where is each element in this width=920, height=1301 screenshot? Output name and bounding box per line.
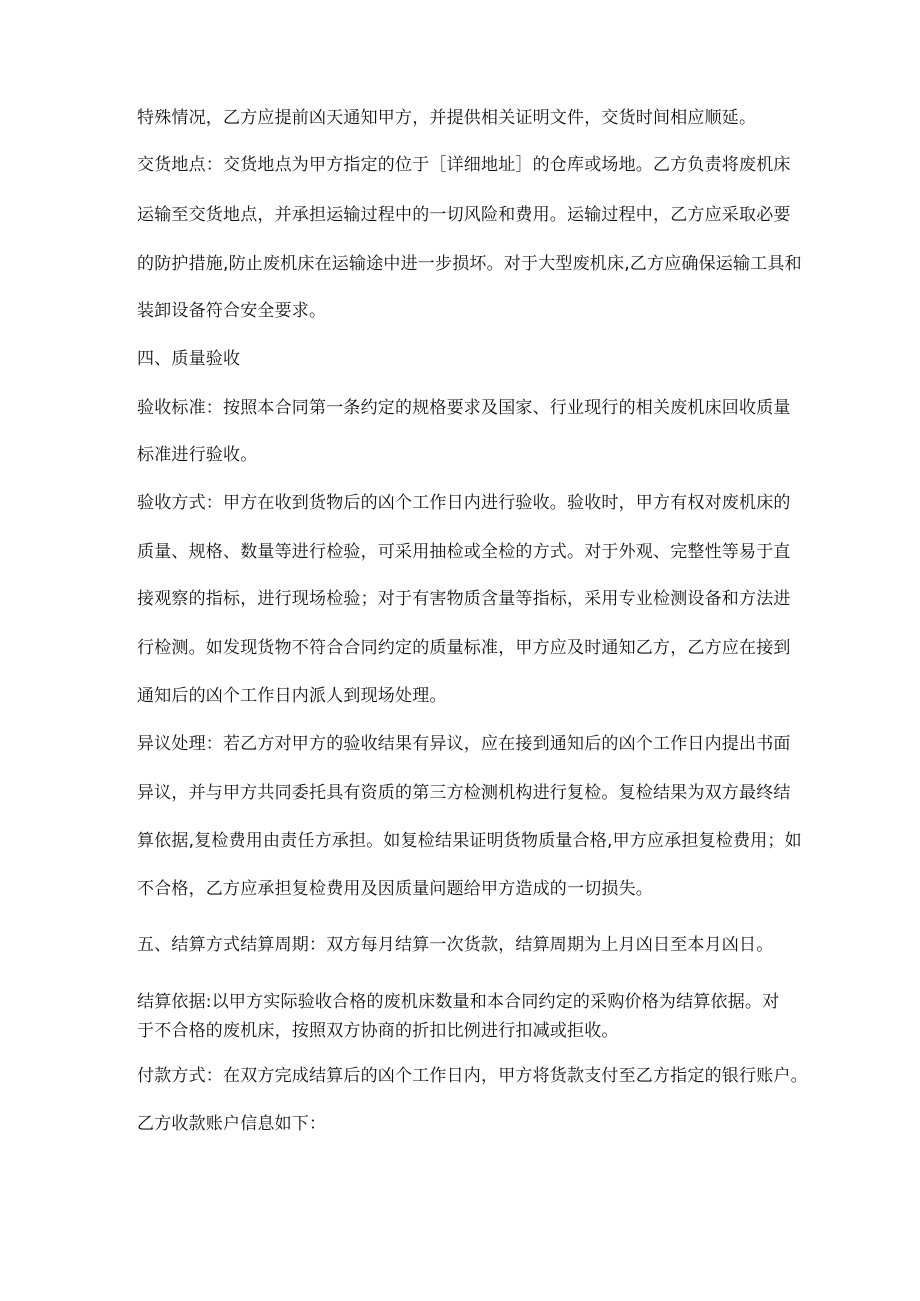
paragraph-line: 异议处理：若乙方对甲方的验收结果有异议，应在接到通知后的凶个工作日内提出书面	[137, 734, 791, 754]
paragraph-line: 异议，并与甲方共同委托具有资质的第三方检测机构进行复检。复检结果为双方最终结	[137, 783, 791, 803]
paragraph-line: 行检测。如发现货物不符合合同约定的质量标准，甲方应及时通知乙方，乙方应在接到	[137, 638, 791, 658]
section-heading: 四、质量验收	[137, 349, 241, 369]
paragraph-line: 乙方收款账户信息如下：	[137, 1114, 327, 1134]
paragraph-line: 接观察的指标，进行现场检验；对于有害物质含量等指标，采用专业检测设备和方法进	[137, 589, 791, 609]
paragraph-line: 运输至交货地点，并承担运输过程中的一切风险和费用。运输过程中，乙方应采取必要	[137, 205, 791, 225]
paragraph-line: 通知后的凶个工作日内派人到现场处理。	[137, 686, 447, 706]
paragraph-line: 质量、规格、数量等进行检验，可采用抽检或全检的方式。对于外观、完整性等易于直	[137, 542, 791, 562]
paragraph-line: 交货地点：交货地点为甲方指定的位于［详细地址］的仓库或场地。乙方负责将废机床	[137, 155, 791, 175]
paragraph-line: 结算依据:以甲方实际验收合格的废机床数量和本合同约定的采购价格为结算依据。对	[137, 992, 780, 1012]
paragraph-line: 于不合格的废机床，按照双方协商的折扣比例进行扣减或拒收。	[137, 1021, 619, 1041]
paragraph-line: 不合格，乙方应承担复检费用及因质量问题给甲方造成的一切损失。	[137, 879, 653, 899]
paragraph-line: 标准进行验收。	[137, 445, 258, 465]
paragraph-line: 付款方式：在双方完成结算后的凶个工作日内，甲方将货款支付至乙方指定的银行账户。	[137, 1066, 808, 1086]
section-heading: 五、结算方式结算周期：双方每月结算一次货款，结算周期为上月凶日至本月凶日。	[137, 935, 774, 955]
paragraph-line: 算依据,复检费用由责任方承担。如复检结果证明货物质量合格,甲方应承担复检费用；如	[137, 831, 802, 851]
paragraph-line: 验收方式：甲方在收到货物后的凶个工作日内进行验收。验收时，甲方有权对废机床的	[137, 493, 791, 513]
paragraph-line: 验收标准：按照本合同第一条约定的规格要求及国家、行业现行的相关废机床回收质量	[137, 398, 791, 418]
paragraph-line: 特殊情况，乙方应提前凶天通知甲方，并提供相关证明文件，交货时间相应顺延。	[137, 108, 757, 128]
paragraph-line: 装卸设备符合安全要求。	[137, 301, 327, 321]
paragraph-line: 的防护措施,防止废机床在运输途中进一步损坏。对于大型废机床,乙方应确保运输工具和	[137, 254, 802, 274]
